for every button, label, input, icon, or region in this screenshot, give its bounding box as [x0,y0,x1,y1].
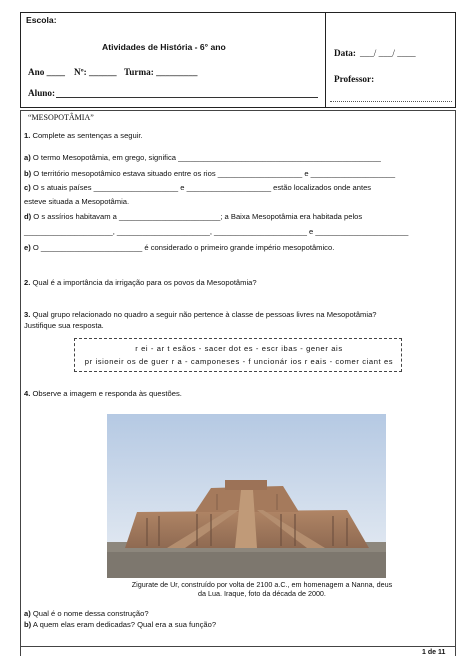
q1-number: 1. [24,131,31,140]
teacher-label: Professor: [334,74,375,84]
q1-item-d: d) O s assírios habitavam a ________________________; a Baixa Mesopotâmia era habitada pelos [24,212,363,221]
school-label: Escola: [26,15,57,25]
teacher-line [330,101,452,102]
section-title: “MESOPOTÂMIA” [28,113,94,122]
header-right-box [326,12,456,108]
page-number: 1 de 11 [422,649,446,656]
groups-line-1: r ei - ar t esãos - sacer dot es - escr ibas - gener ais [135,344,343,353]
social-groups-box [74,338,402,372]
q1-text: Complete as sentenças a seguir. [32,131,143,140]
q1-item-b: b) O território mesopotâmico estava situado entre os rios ____________________ e ____________________ [24,169,396,178]
question-3-cont: Justifique sua resposta. [24,321,104,330]
question-2: 2. Qual é a importância da irrigação para os povos da Mesopotâmia? [24,278,257,287]
q1-item-a: a) O termo Mesopotâmia, em grego, significa ________________________________________________ [24,153,381,162]
caption-line-1: Zigurate de Ur, construído por volta de 2100 a.C., em homenagem a Nanna, deus [131,580,393,589]
class-label: Turma: _________ [124,67,198,77]
q1-item-c-cont: esteve situada a Mesopotâmia. [24,197,130,206]
date-label: Data: [334,48,356,58]
ziggurat-illustration [107,414,386,578]
photo-caption [131,580,393,598]
question-4: 4. Observe a imagem e responda às questões. [24,389,182,398]
activity-title: Atividades de História - 6° ano [102,42,226,52]
q1-item-e: e) O ________________________ é considerado o primeiro grande império mesopotâmico. [24,243,335,252]
q4-item-b: b) A quem elas eram dedicadas? Qual era a sua função? [24,620,217,629]
q4-item-a: a) Qual é o nome dessa construção? [24,609,149,618]
year-label: Ano ____ [28,67,66,77]
caption-line-2: da Lua. Iraque, foto da década de 2000. [198,589,326,598]
q1-item-d-cont: _____________________, ______________________, ______________________ e ______________________ [24,227,409,236]
date-blanks: ___/ ___/ ____ [360,48,416,58]
number-label: Nº: ______ [74,67,117,77]
q1-item-c: c) O s atuais países ____________________ e ____________________ estão localizados onde antes [24,183,372,192]
ziggurat-photo [107,414,386,578]
header-left-box [20,12,326,108]
question-3: 3. Qual grupo relacionado no quadro a seguir não pertence à classe de pessoas livres na Mesopotâmia? [24,310,377,319]
question-1 [24,131,143,140]
footer-rule [20,646,456,647]
student-label: Aluno: [28,88,56,98]
groups-line-2: pr isioneir os de guer r a - camponeses - f uncionár ios r eais - comer ciant es [84,357,394,366]
student-name-line [56,97,318,98]
